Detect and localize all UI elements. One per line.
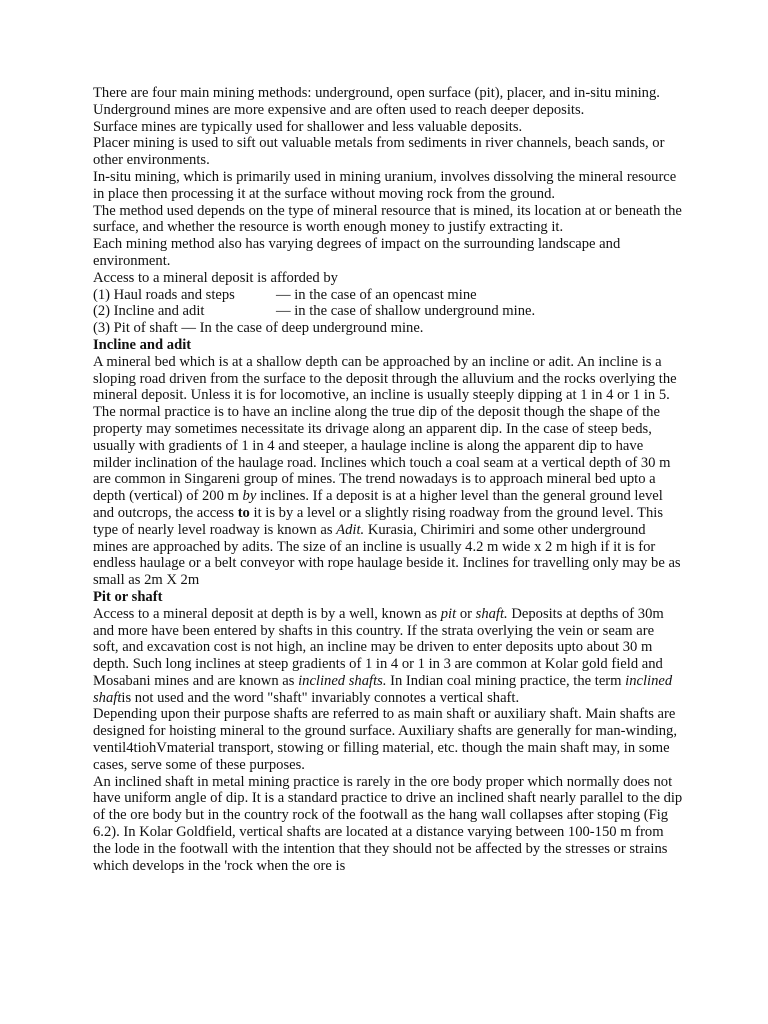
underground-paragraph: Underground mines are more expensive and are often used to reach deeper deposits. — [93, 101, 585, 118]
access-item-label: (1) Haul roads and steps — [93, 286, 235, 303]
incline-text-to: to — [237, 504, 250, 521]
access-list-item — [93, 303, 683, 320]
pit-text-i: is not used and the word "shaft" invariably connotes a vertical shaft. — [121, 689, 520, 706]
incline-text-e: it is by a level or a slightly rising roadway from the ground level. This type of nearly level roadway is known as — [93, 504, 664, 538]
pit-text-inclined-shafts: inclined shafts. — [298, 672, 387, 689]
surface-paragraph: Surface mines are typically used for shallower and less valuable deposits. — [93, 118, 523, 135]
access-list-item — [93, 320, 683, 337]
incline-text-c: inclines. If a deposit is at a higher level than the general ground level and outcrops, the access — [93, 488, 663, 521]
method-paragraph: The method used depends on the type of mineral resource that is mined, its location at or beneath the surface, and whether the resource is worth enough money to justify extracting it. — [93, 202, 682, 236]
access-intro: Access to a mineral deposit is afforded by — [93, 269, 338, 286]
document-page — [93, 85, 683, 874]
pit-text-e: Deposits at depths of 30m and more have been entered by shafts in this country. If the strata overlying the vein or seam are soft, and excavation cost is not high, an incline may be driven to enter deposits upto about 30 m depth. Such long inclines at steep gradients of 1 in 4 or 1 in 3 are common at Kolar gold field and Mosabani mines and are known as — [93, 605, 664, 689]
pit-text-a: Access to a mineral deposit at depth is by a well, known as — [93, 605, 438, 622]
access-list-item — [93, 287, 683, 304]
incline-paragraph — [93, 354, 683, 589]
pit-text-or: or — [459, 605, 472, 622]
incline-text-a: A mineral bed which is at a shallow depth can be approached by an incline or adit. An incline is a sloping road driven from the surface to the deposit through the alluvium and the rocks overlying the mineral deposit. Unless it is for locomotive, an incline is usually steeply dipping at 1 in 4 or 1 in 5. The normal practice is to have an incline along the true dip of the deposit though the shape of the property may sometimes necessitate its drivage along an apparent dip. In the case of steep beds, usually with gradients of 1 in 4 and steeper, a haulage incline is along the apparent dip to have milder inclination of the haulage road. Inclines which touch a coal seam at a vertical depth of 30 m are common in Singareni group of mines. The trend nowadays is to approach mineral bed upto a depth (vertical) of 200 m — [93, 353, 677, 505]
pit-text-inclined-shaft: inclined shaft — [93, 672, 673, 706]
pit-text-shaft: shaft. — [475, 605, 508, 622]
incline-text-g: Kurasia, Chirimiri and some other underground mines are approached by adits. The size of an incline is usually 4.2 m wide x 2 m high if it is for endless haulage or a belt conveyor with rope haulage beside it. Inclines for travelling only may be as small as 2m X 2m — [93, 521, 681, 589]
incline-text-adit: Adit. — [336, 521, 365, 538]
access-list — [93, 287, 683, 337]
impact-paragraph: Each mining method also has varying degrees of impact on the surrounding landscape and environment. — [93, 236, 621, 269]
pit-text-g: In Indian coal mining practice, the term — [390, 672, 622, 689]
in-situ-paragraph: In-situ mining, which is primarily used in mining uranium, involves dissolving the mineral resource in place then processing it at the surface without moving rock from the ground. — [93, 168, 677, 202]
access-item-desc: — in the case of an opencast mine — [276, 286, 477, 303]
inclined-shaft-paragraph: An inclined shaft in metal mining practice is rarely in the ore body proper which normally does not have uniform angle of dip. It is a standard practice to drive an inclined shaft nearly parallel to the dip of the ore body but in the country rock of the footwall as the hang wall collapses after stoping (Fig 6.2). In Kolar Goldfield, vertical shafts are located at a distance varying between 100-150 m from the lode in the footwall with the intention that they should not be affected by the stresses or strains which develops in the 'rock when the ore is — [93, 773, 683, 874]
pit-heading: Pit or shaft — [93, 588, 163, 605]
purpose-paragraph: Depending upon their purpose shafts are referred to as main shaft or auxiliary shaft. Main shafts are designed for hoisting mineral to the ground surface. Auxiliary shafts are generally for man-winding, ventil4tiohVmaterial transport, stowing or filling material, etc. though the main shaft may, in some cases, serve some of these purposes. — [93, 706, 677, 773]
intro-paragraph: There are four main mining methods: underground, open surface (pit), placer, and in-situ mining. — [93, 85, 660, 101]
access-item-label: (3) Pit of shaft — [93, 320, 178, 337]
access-item-label: (2) Incline and adit — [93, 303, 205, 320]
placer-paragraph: Placer mining is used to sift out valuable metals from sediments in river channels, beach sands, or other environments. — [93, 135, 665, 169]
access-item-desc: — In the case of deep underground mine. — [181, 320, 424, 337]
incline-text-by: by — [242, 488, 257, 505]
incline-heading: Incline and adit — [93, 336, 192, 353]
pit-paragraph — [93, 606, 683, 707]
access-item-desc: — in the case of shallow underground mine. — [276, 303, 536, 320]
pit-text-pit: pit — [440, 605, 457, 622]
